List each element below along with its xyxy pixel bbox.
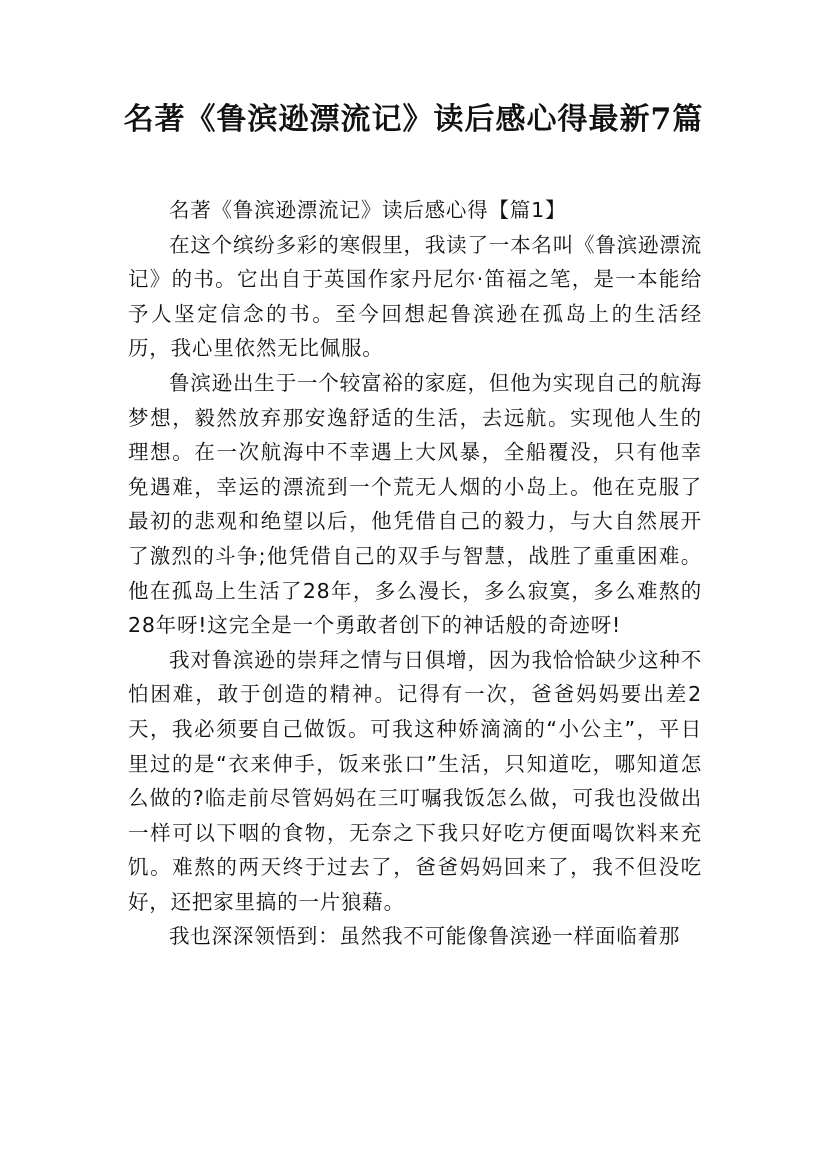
paragraph-1: 在这个缤纷多彩的寒假里，我读了一本名叫《鲁滨逊漂流记》的书。它出自于英国作家丹尼尔·笛福之笔，是一本能给予人坚定信念的书。至今回想起鲁滨逊在孤岛上的生活经历，我心里依然无比佩服。 [128, 232, 702, 361]
section-heading: 名著《鲁滨逊漂流记》读后感心得【篇1】 [169, 198, 567, 222]
paragraph-3: 我对鲁滨逊的崇拜之情与日俱增，因为我恰恰缺少这种不怕困难，敢于创造的精神。记得有一次，爸爸妈妈要出差2天，我必须要自己做饭。可我这种娇滴滴的“小公主”，平日里过的是“衣来伸手，饭来张口”生活，只知道吃，哪知道怎么做的?临走前尽管妈妈在三叮嘱我饭怎么做，可我也没做出一样可以下咽的食物，无奈之下我只好吃方便面喝饮料来充饥。难熬的两天终于过去了，爸爸妈妈回来了，我不但没吃好，还把家里搞的一片狼藉。 [128, 647, 702, 914]
paragraph-4: 我也深深领悟到：虽然我不可能像鲁滨逊一样面临着那 [169, 924, 681, 949]
document-title: 名著《鲁滨逊漂流记》读后感心得最新7篇 [123, 102, 704, 137]
document-body [128, 193, 702, 954]
paragraph-2: 鲁滨逊出生于一个较富裕的家庭，但他为实现自己的航海梦想，毅然放弃那安逸舒适的生活，去远航。实现他人生的理想。在一次航海中不幸遇上大风暴，全船覆没，只有他幸免遇难，幸运的漂流到一个荒无人烟的小岛上。他在克服了最初的悲观和绝望以后，他凭借自己的毅力，与大自然展开了激烈的斗争;他凭借自己的双手与智慧，战胜了重重困难。他在孤岛上生活了28年，多么漫长，多么寂寞，多么难熬的28年呀!这完全是一个勇敢者创下的神话般的奇迹呀! [128, 370, 702, 638]
